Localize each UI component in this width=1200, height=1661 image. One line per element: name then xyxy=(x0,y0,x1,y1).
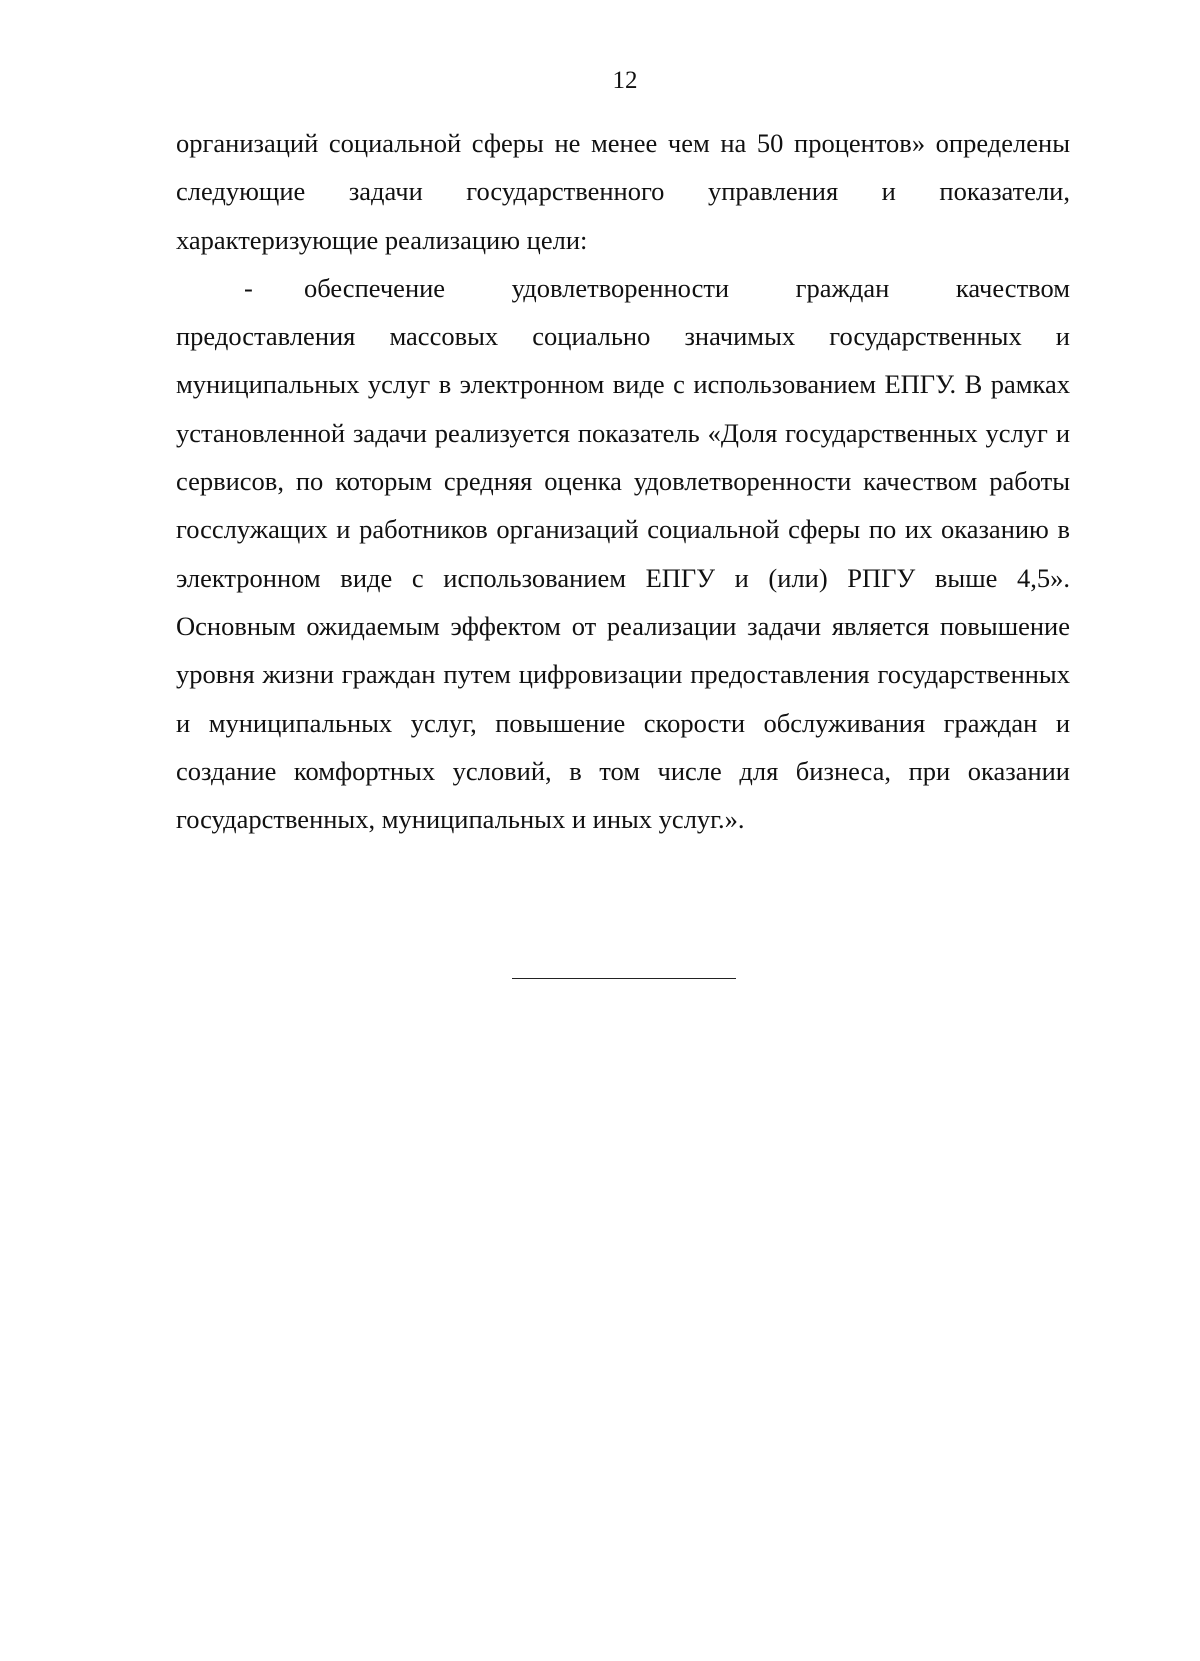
intro-paragraph: организаций социальной сферы не менее чем на 50 процентов» определены следующие задачи государственного управления и показатели, характеризующие реализацию цели: xyxy=(176,128,1070,255)
bullet-dash: - xyxy=(244,272,253,303)
bullet-paragraph xyxy=(176,264,1070,844)
page-number: 12 xyxy=(612,67,638,94)
closing-rule xyxy=(512,978,736,979)
bullet-paragraph-text: обеспечение удовлетворенности граждан качеством предоставления массовых социально значимых государственных и муниципальных услуг в электронном виде с использованием ЕПГУ. В рамках установленной задачи реализуется показатель «Доля государственных услуг и сервисов, по которым средняя оценка удовлетворенности качеством работы госслужащих и работников организаций социальной сферы по их оказанию в электронном виде с использованием ЕПГУ и (или) РПГУ выше 4,5». Основным ожидаемым эффектом от реализации задачи является повышение уровня жизни граждан путем цифровизации предоставления государственных и муниципальных услуг, повышение скорости обслуживания граждан и создание комфортных условий, в том числе для бизнеса, при оказании государственных, муниципальных и иных услуг.». xyxy=(176,272,1070,835)
body-text xyxy=(176,119,1070,843)
